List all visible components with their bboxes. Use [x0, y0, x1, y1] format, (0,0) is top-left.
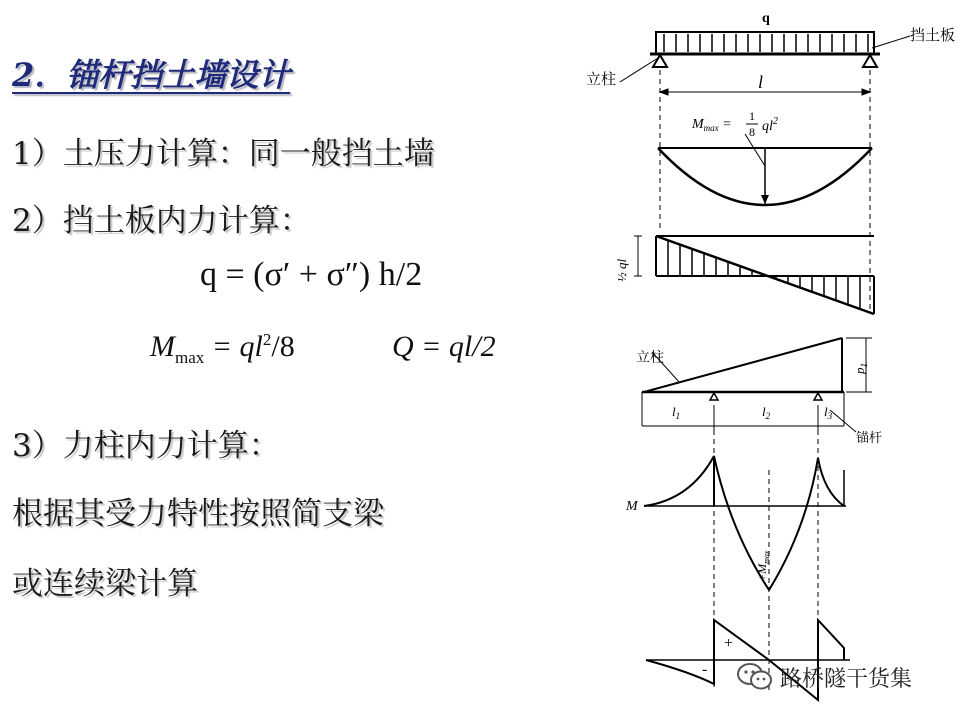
label-half-ql: ½ ql	[614, 258, 629, 282]
label-anchor: 锚杆	[856, 430, 883, 445]
formula-mmax-exp: 2	[262, 330, 272, 349]
right-support	[863, 55, 877, 67]
label-minus: -	[702, 661, 708, 678]
label-l3: $l_3$	[824, 404, 833, 421]
formula-mmax-sub: max	[175, 348, 205, 367]
board-beam-labels	[586, 11, 955, 282]
column-figure	[642, 338, 872, 700]
formula-mmax-symbol: M	[150, 330, 175, 363]
label-frac-num: 1	[749, 109, 755, 123]
moment-curve-left	[644, 456, 714, 506]
label-column-2: 立柱	[636, 351, 664, 366]
formula-shear: Q = ql/2	[392, 330, 496, 363]
method-line-1: 根据其受力特性按照简支梁	[12, 496, 384, 532]
earth-pressure-line: 1）土压力计算：同一般挡土墙	[12, 136, 435, 172]
label-mmax-tail: $ql^2$	[762, 116, 778, 134]
column-labels	[625, 349, 882, 678]
support-1	[710, 393, 718, 400]
load-hatch	[664, 34, 868, 52]
board-force-line: 2）挡土板内力计算：	[12, 203, 311, 239]
label-plus: +	[724, 635, 734, 652]
board-beam-figure	[620, 32, 910, 314]
wechat-icon	[736, 662, 774, 692]
watermark-text: 路桥隧干货集	[780, 666, 913, 692]
watermark	[736, 660, 912, 694]
label-mmax: $M_{max}$ =	[692, 117, 732, 133]
label-q: q	[762, 11, 770, 26]
support-2	[814, 393, 822, 400]
label-m: M	[626, 499, 638, 514]
method-line-2: 或连续梁计算	[12, 566, 198, 602]
slide-title: 2．锚杆挡土墙设计	[12, 56, 291, 94]
label-span: l	[758, 72, 764, 92]
label-frac-den: 8	[749, 125, 755, 139]
moment-curve-right	[818, 458, 844, 506]
board-leader	[872, 36, 910, 48]
label-p1: $p_1$	[852, 363, 869, 374]
structural-diagram	[580, 0, 960, 720]
formula-mmax-end: /8	[271, 330, 295, 363]
pressure-slope	[644, 338, 842, 392]
label-plus-mmax: $+M_{max}$	[755, 550, 771, 582]
label-column: 立柱	[586, 72, 617, 88]
formula-mmax	[150, 330, 295, 368]
formula-q: q = (σ′ + σ″) h/2	[200, 256, 423, 293]
label-board: 挡土板	[910, 28, 956, 44]
label-l2: $l_2$	[762, 404, 771, 421]
formula-mmax-rhs: = ql	[204, 330, 263, 363]
label-l1: $l_1$	[672, 404, 681, 421]
left-support	[653, 55, 667, 67]
column-leader	[620, 58, 658, 82]
column-force-line: 3）力柱内力计算：	[12, 428, 280, 464]
